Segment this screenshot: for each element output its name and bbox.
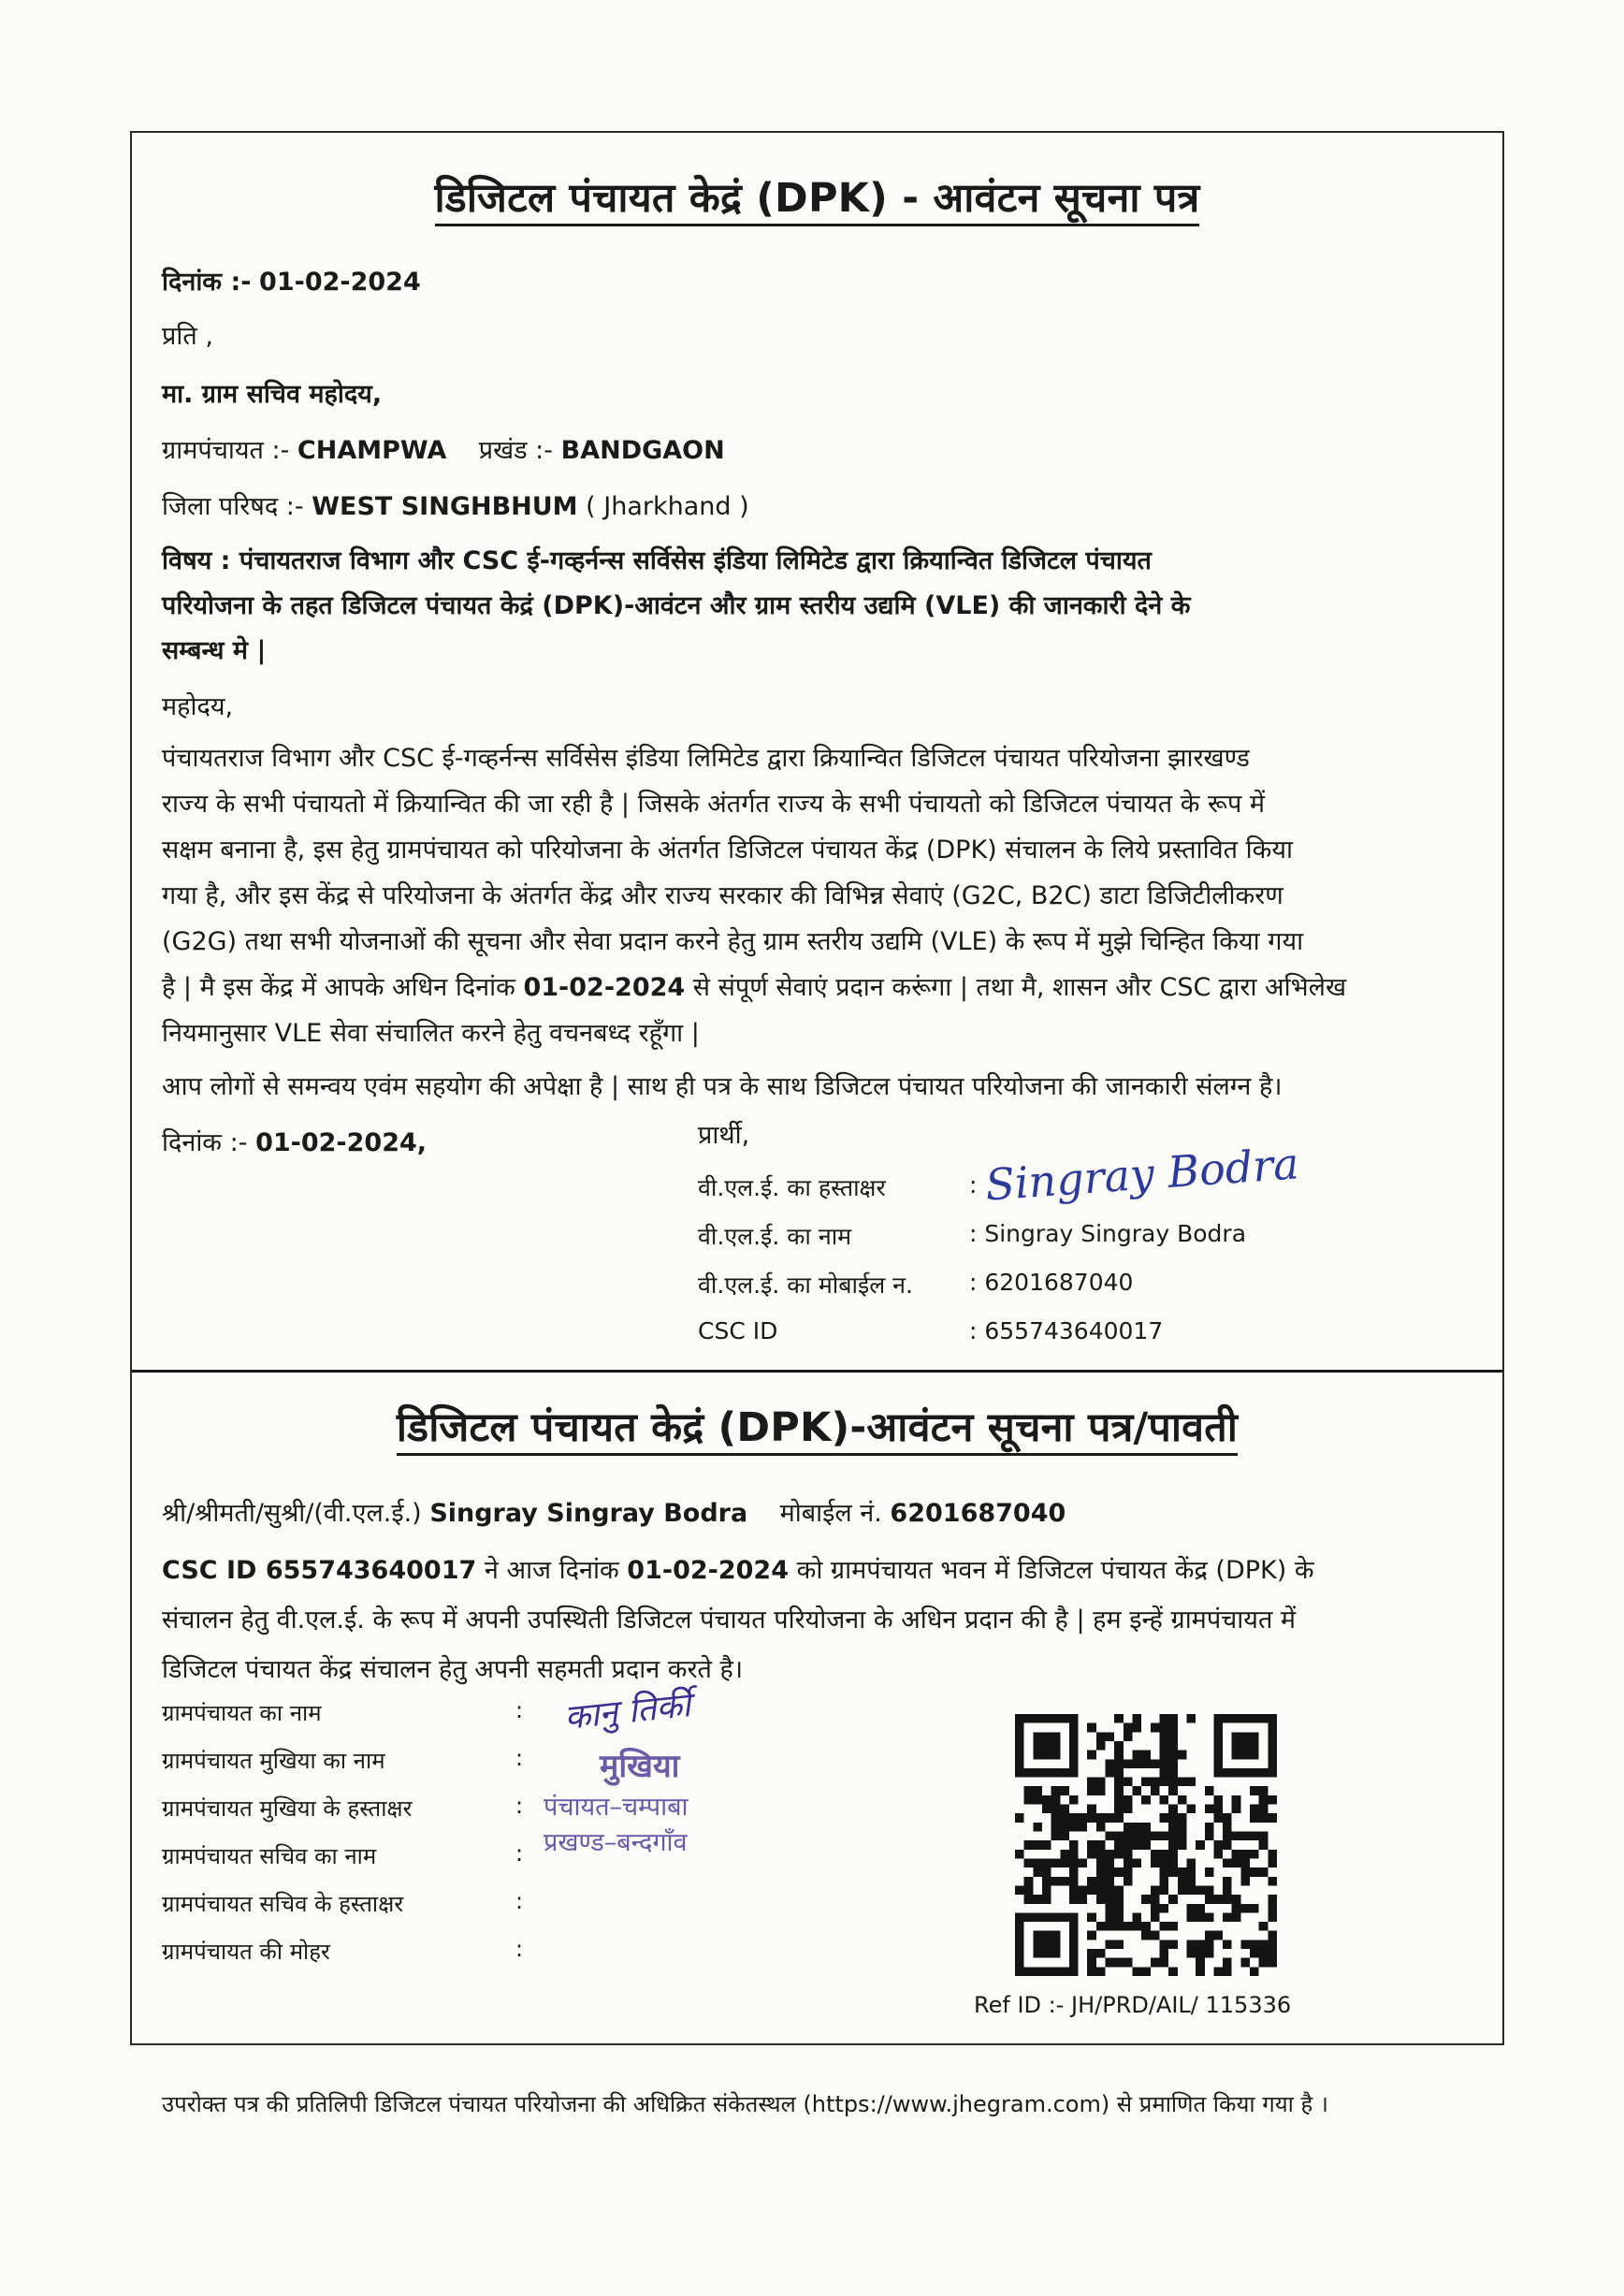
vle-handwritten-signature: Singray Bodra — [983, 1138, 1301, 1211]
qr-code — [1015, 1714, 1277, 1976]
notice-title: डिजिटल पंचायत केद्रं (DPK) - आवंटन सूचना पत्र — [132, 168, 1502, 224]
salutation: महोदय, — [162, 692, 234, 721]
to-label: प्रति , — [162, 322, 213, 351]
document-frame — [130, 131, 1504, 2117]
district-line: जिला परिषद :- WEST SINGHBHUM ( Jharkhand ) — [162, 492, 749, 521]
ref-id: Ref ID :- JH/PRD/AIL/ 115336 — [974, 1992, 1292, 2018]
seal-row: ग्रामपंचायत की मोहर : — [162, 1936, 524, 1965]
receipt-title: डिजिटल पंचायत केद्रं (DPK)-आवंटन सूचना पत्र/पावती — [132, 1398, 1502, 1453]
notice-body: पंचायतराज विभाग और CSC ई-गव्हर्नन्स सर्विसेस इंडिया लिमिटेड द्वारा क्रियान्वित डिजिटल पंचायत परियोजना झारखण्ड राज्य के सभी पंचायतो में क्रियान्वित की जा रही है | जिसके अंतर्गत राज्य के सभी पंचायतो को डिजिटल पंचायत के रूप में सक्षम बनाना है, इस हेतु ग्रामपंचायत को परियोजना के अंतर्गत डिजिटल पंचायत केंद्र (DPK) संचालन के लिये प्रस्तावित किया गया है, और इस केंद्र से परियोजना के अंतर्गत केंद्र और राज्य सरकार की विभिन्न सेवाएं (G2C, B2C) डाटा डिजिटीलीकरण (G2G) तथा सभी योजनाओं की सूचना और सेवा प्रदान करने हेतु ग्राम स्तरीय उद्यमि (VLE) के रूप में मुझे चिन्हित किया गया है | मै इस केंद्र में आपके अधिन दिनांक 01-02-2024 से संपूर्ण सेवाएं प्रदान करूंगा | तथा मै, शासन और CSC द्वारा अभिलेख नियमानुसार VLE सेवा संचालित करने हेतु वचनबध्द रहूँगा | — [162, 744, 1347, 1048]
footer-date: दिनांक :- 01-02-2024, — [162, 1128, 428, 1157]
mukhiya-name-row: ग्रामपंचायत मुखिया का नाम : — [162, 1745, 524, 1774]
verification-footer: उपरोक्त पत्र की प्रतिलिपी डिजिटल पंचायत परियोजना की अधिक्रित संकेतस्थल (https://www.jhegram.com) से प्रमाणित किया गया है । — [162, 2091, 1328, 2117]
secretary-name-row: ग्रामपंचायत सचिव का नाम : — [162, 1840, 524, 1869]
section-divider — [132, 1370, 1502, 1373]
vle-mobile-row: वी.एल.ई. का मोबाईल न. : 6201687040 — [698, 1269, 1134, 1299]
receipt-line-1: श्री/श्रीमती/सुश्री/(वी.एल.ई.) Singray Singray Bodra मोबाईल नं. 6201687040 — [162, 1499, 1066, 1528]
mukhiya-signature-row: ग्रामपंचायत मुखिया के हस्ताक्षर : — [162, 1793, 524, 1822]
stamp-title: मुखिया — [600, 1748, 680, 1785]
applicant-label: प्रार्थी, — [698, 1121, 750, 1150]
vle-name-row: वी.एल.ई. का नाम : Singray Singray Bodra — [698, 1220, 1247, 1250]
vle-cscid-row: CSC ID : 655743640017 — [698, 1317, 1164, 1344]
stamp-line-1: पंचायत–चम्पाबा — [544, 1793, 689, 1822]
secretary-signature-row: ग्रामपंचायत सचिव के हस्ताक्षर : — [162, 1888, 524, 1917]
addressee: मा. ग्राम सचिव महोदय, — [162, 380, 383, 409]
notice-date: दिनांक :- 01-02-2024 — [162, 268, 421, 297]
vle-signature-row: वी.एल.ई. का हस्ताक्षर : — [698, 1171, 978, 1201]
receipt-body: CSC ID 655743640017 ने आज दिनांक 01-02-2024 को ग्रामपंचायत भवन में डिजिटल पंचायत केंद्र (DPK) के संचालन हेतु वी.एल.ई. के रूप में अपनी उपस्थिती डिजिटल पंचायत परियोजना के अधिन प्रदान की है | हम इन्हें ग्रामपंचायत में डिजिटल पंचायत केंद्र संचालन हेतु अपनी सहमती प्रदान करते है। — [162, 1556, 1314, 1684]
gp-name-row: ग्रामपंचायत का नाम : — [162, 1697, 524, 1726]
gp-block-line: ग्रामपंचायत :- CHAMPWA प्रखंड :- BANDGAON — [162, 436, 725, 465]
subject: विषय : पंचायतराज विभाग और CSC ई-गव्हर्नन्स सर्विसेस इंडिया लिमिटेड द्वारा क्रियान्वित डिजिटल पंचायत परियोजना के तहत डिजिटल पंचायत केद्रं (DPK)-आवंटन और ग्राम स्तरीय उद्यमि (VLE) की जानकारी देने के सम्बन्ध मे | — [162, 546, 1191, 665]
stamp-line-2: प्रखण्ड–बन्दगाँव — [544, 1828, 688, 1857]
mukhiya-stamp — [544, 1683, 796, 1861]
gp-fields — [162, 1697, 555, 1984]
closing-text: आप लोगों से समन्वय एवंम सहयोग की अपेक्षा है | साथ ही पत्र के साथ डिजिटल पंचायत परियोजना की जानकारी संलग्न है। — [162, 1072, 1283, 1101]
mukhiya-signature-scribble: कानु तिर्की — [562, 1686, 693, 1737]
